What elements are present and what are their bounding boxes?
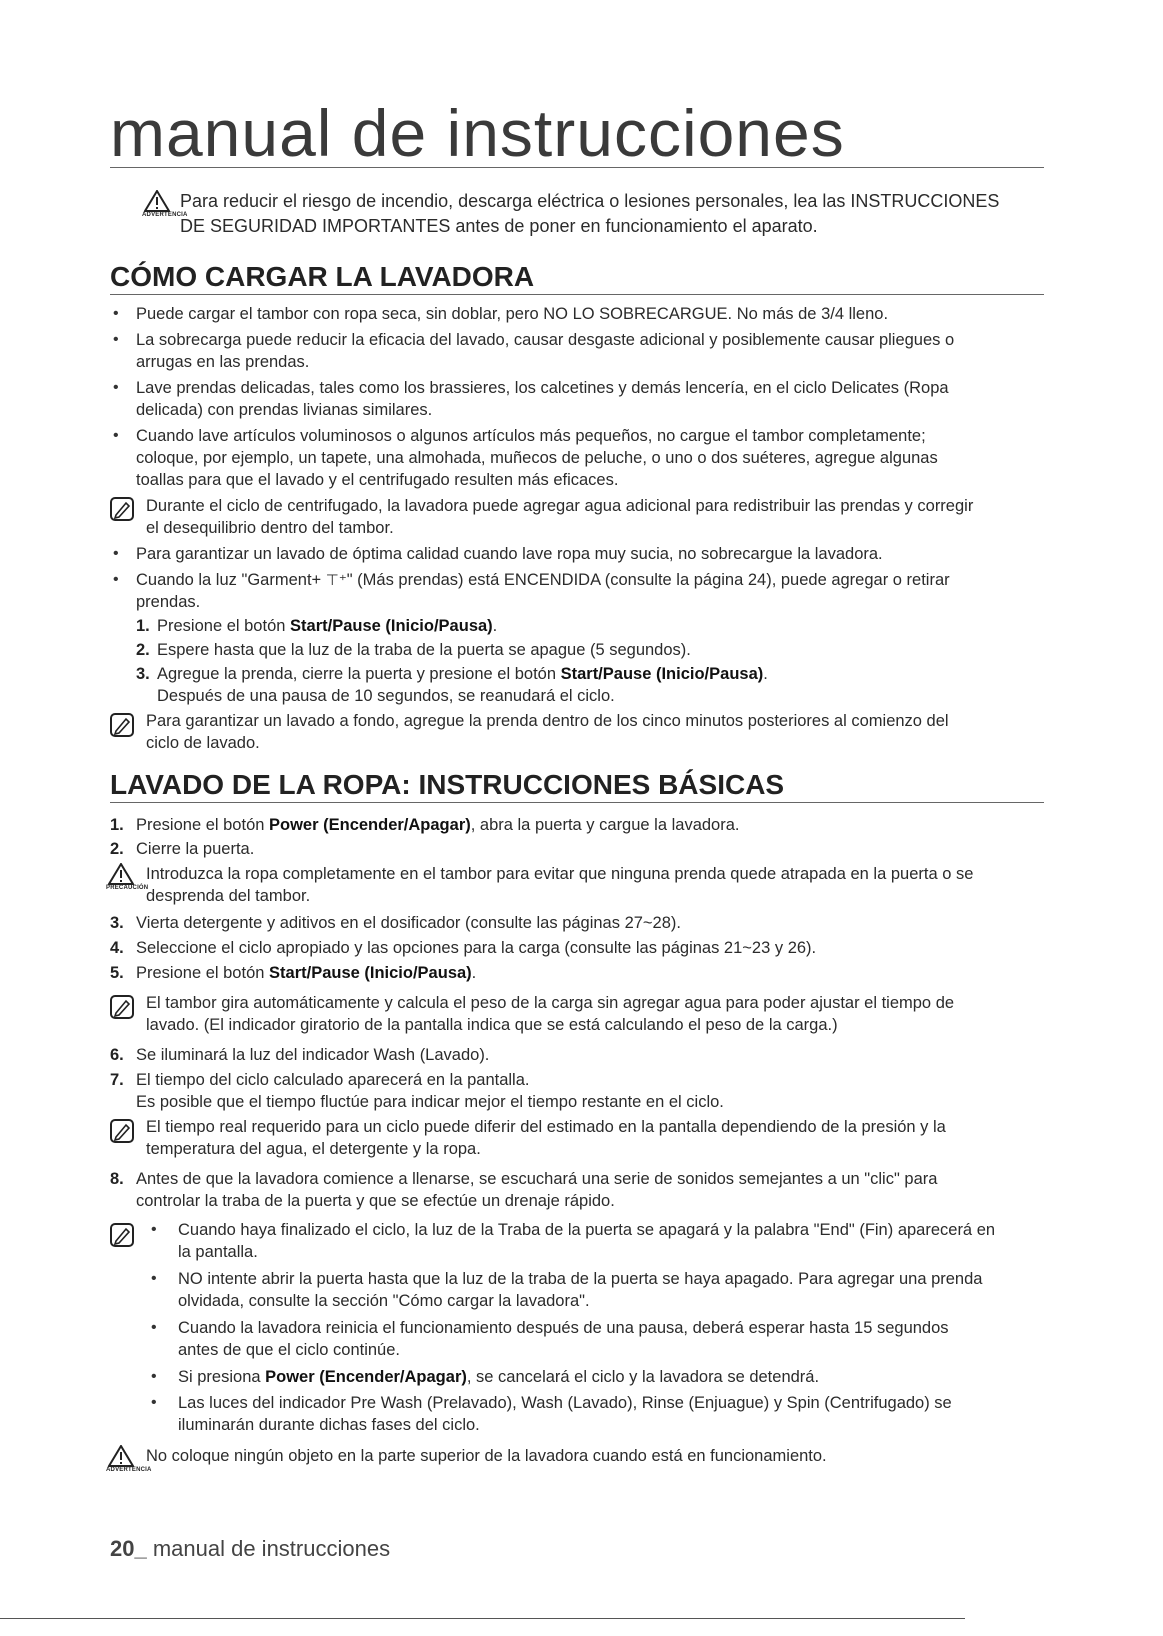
button-name: Power (Encender/Apagar) bbox=[265, 1368, 467, 1386]
note-list-item: Cuando haya finalizado el ciclo, la luz de la Traba de la puerta se apagará y la palabra "End" (Fin) aparecerá en bbox=[178, 1221, 996, 1239]
button-name: Start/Pause (Inicio/Pausa) bbox=[269, 964, 472, 982]
step-text-cont: controlar la traba de la puerta y que se efectúe un drenaje rápido. bbox=[136, 1192, 615, 1210]
note-icon bbox=[109, 712, 135, 738]
note-list-item bbox=[178, 1366, 819, 1388]
note-text: Para garantizar un lavado a fondo, agregue la prenda dentro de los cinco minutos posteriores al comienzo del bbox=[146, 712, 949, 730]
step-number: 5. bbox=[110, 964, 124, 982]
note-text-part: Si presiona bbox=[178, 1368, 266, 1386]
step-text-part: . bbox=[763, 665, 768, 683]
warning-icon bbox=[106, 1445, 152, 1474]
step-text: Antes de que la lavadora comience a llenarse, se escuchará una serie de sonidos semejantes a un "clic" para bbox=[136, 1170, 938, 1188]
step-number: 6. bbox=[110, 1046, 124, 1064]
step-number: 2. bbox=[136, 641, 150, 659]
step-number: 3. bbox=[136, 665, 150, 683]
step-text: Seleccione el ciclo apropiado y las opciones para la carga (consulte las páginas 21~23 y 26). bbox=[136, 939, 817, 957]
list-item-cont: coloque, por ejemplo, un tapete, una almohada, muñecos de peluche, o uno o dos suéteres, agregue algunas bbox=[136, 449, 938, 467]
step-number: 8. bbox=[110, 1170, 124, 1188]
bullet-dot: • bbox=[151, 1221, 157, 1238]
list-item-cont: prendas. bbox=[136, 593, 201, 611]
step-text: Espere hasta que la luz de la traba de la puerta se apague (5 segundos). bbox=[157, 641, 691, 659]
bullet-dot: • bbox=[113, 379, 119, 396]
bullet-dot: • bbox=[113, 545, 119, 562]
note-text: el desequilibrio dentro del tambor. bbox=[146, 519, 394, 537]
note-text: ciclo de lavado. bbox=[146, 734, 260, 752]
intro-warning-line2: DE SEGURIDAD IMPORTANTES antes de poner en funcionamiento el aparato. bbox=[180, 216, 818, 236]
list-item: Puede cargar el tambor con ropa seca, sin doblar, pero NO LO SOBRECARGUE. No más de 3/4 lleno. bbox=[136, 305, 889, 323]
list-item: Para garantizar un lavado de óptima calidad cuando lave ropa muy sucia, no sobrecargue la lavadora. bbox=[136, 545, 883, 563]
step-text bbox=[136, 814, 739, 836]
note-icon bbox=[109, 1118, 135, 1144]
note-list-item-cont: iluminarán durante dichas fases del ciclo. bbox=[178, 1416, 480, 1434]
step-text: Vierta detergente y aditivos en el dosificador (consulte las páginas 27~28). bbox=[136, 914, 681, 932]
caution-caption: PRECAUCIÓN bbox=[106, 885, 149, 891]
step-text-part: Agregue la prenda, cierre la puerta y presione el botón bbox=[157, 665, 561, 683]
final-warning-text: No coloque ningún objeto en la parte superior de la lavadora cuando está en funcionamiento. bbox=[146, 1447, 827, 1465]
step-text-part: , abra la puerta y cargue la lavadora. bbox=[470, 816, 740, 834]
note-list-item-cont: olvidada, consulte la sección "Cómo cargar la lavadora". bbox=[178, 1292, 590, 1310]
step-number: 3. bbox=[110, 914, 124, 932]
garment-plus-icon: ⊤⁺ bbox=[325, 572, 347, 589]
step-number: 2. bbox=[110, 840, 124, 858]
note-text: temperatura del agua, el detergente y la ropa. bbox=[146, 1140, 481, 1158]
step-text bbox=[157, 663, 768, 685]
list-item bbox=[136, 569, 950, 592]
list-item-cont: delicada) con prendas livianas similares. bbox=[136, 401, 433, 419]
step-number: 1. bbox=[110, 816, 124, 834]
list-item-part: " (Más prendas) está ENCENDIDA (consulte la página 24), puede agregar o retirar bbox=[346, 571, 950, 589]
page-footer bbox=[110, 1535, 390, 1563]
list-item: Cuando lave artículos voluminosos o algunos artículos más pequeños, no cargue el tambor completamente; bbox=[136, 427, 926, 445]
caution-icon bbox=[106, 863, 149, 892]
button-name: Start/Pause (Inicio/Pausa) bbox=[290, 617, 493, 635]
step-text bbox=[157, 615, 497, 637]
caution-text: desprenda del tambor. bbox=[146, 887, 311, 905]
note-list-item-cont: la pantalla. bbox=[178, 1243, 258, 1261]
page-number: 20_ bbox=[110, 1536, 147, 1561]
bullet-dot: • bbox=[151, 1319, 157, 1336]
bullet-dot: • bbox=[151, 1394, 157, 1411]
step-text: Se iluminará la luz del indicador Wash (Lavado). bbox=[136, 1046, 490, 1064]
note-text: lavado. (El indicador giratorio de la pantalla indica que se está calculando el peso de la carga.) bbox=[146, 1016, 838, 1034]
step-text: El tiempo del ciclo calculado aparecerá en la pantalla. bbox=[136, 1071, 530, 1089]
bullet-dot: • bbox=[113, 427, 119, 444]
step-text: Cierre la puerta. bbox=[136, 840, 255, 858]
bullet-dot: • bbox=[151, 1368, 157, 1385]
section-heading-loading: CÓMO CARGAR LA LAVADORA bbox=[110, 260, 1044, 295]
section-heading-washing: LAVADO DE LA ROPA: INSTRUCCIONES BÁSICAS bbox=[110, 768, 1044, 803]
bullet-dot: • bbox=[151, 1270, 157, 1287]
warning-caption: ADVERTENCIA bbox=[142, 212, 188, 218]
step-number: 1. bbox=[136, 617, 150, 635]
footer-label: manual de instrucciones bbox=[146, 1536, 391, 1561]
list-item-part: Cuando la luz "Garment+ bbox=[136, 571, 326, 589]
note-text: El tambor gira automáticamente y calcula el peso de la carga sin agregar agua para poder ajustar el tiempo de bbox=[146, 994, 955, 1012]
note-list-item: Las luces del indicador Pre Wash (Prelavado), Wash (Lavado), Rinse (Enjuague) y Spin (Centrifugado) se bbox=[178, 1394, 952, 1412]
step-text-part: Presione el botón bbox=[157, 617, 291, 635]
note-icon bbox=[109, 1222, 135, 1248]
step-text-cont: Es posible que el tiempo fluctúe para indicar mejor el tiempo restante en el ciclo. bbox=[136, 1093, 724, 1111]
list-item-cont: toallas para que el lavado y el centrifugado resulten más eficaces. bbox=[136, 471, 619, 489]
warning-caption: ADVERTENCIA bbox=[106, 1467, 152, 1473]
list-item-cont: arrugas en las prendas. bbox=[136, 353, 310, 371]
note-text-part: , se cancelará el ciclo y la lavadora se detendrá. bbox=[466, 1368, 820, 1386]
note-text: Durante el ciclo de centrifugado, la lavadora puede agregar agua adicional para redistribuir las prendas y corregir bbox=[146, 497, 974, 515]
note-text: El tiempo real requerido para un ciclo puede diferir del estimado en la pantalla dependiendo de la presión y la bbox=[146, 1118, 946, 1136]
bottom-divider bbox=[0, 1618, 965, 1619]
bullet-dot: • bbox=[113, 571, 119, 588]
note-list-item: NO intente abrir la puerta hasta que la luz de la traba de la puerta se haya apagado. Para agregar una prenda bbox=[178, 1270, 983, 1288]
warning-icon bbox=[142, 190, 188, 219]
step-text-part: . bbox=[471, 964, 477, 982]
button-name: Start/Pause (Inicio/Pausa) bbox=[560, 665, 764, 683]
step-number: 4. bbox=[110, 939, 124, 957]
step-text-part: . bbox=[492, 617, 498, 635]
bullet-dot: • bbox=[113, 305, 119, 322]
note-list-item: Cuando la lavadora reinicia el funcionamiento después de una pausa, deberá esperar hasta 15 segundos bbox=[178, 1319, 949, 1337]
list-item: La sobrecarga puede reducir la eficacia del lavado, causar desgaste adicional y posiblemente causar pliegues o bbox=[136, 331, 955, 349]
caution-text: Introduzca la ropa completamente en el tambor para evitar que ninguna prenda quede atrapada en la puerta o se bbox=[146, 865, 974, 883]
note-icon bbox=[109, 496, 135, 522]
button-name: Power (Encender/Apagar) bbox=[269, 816, 471, 834]
list-item: Lave prendas delicadas, tales como los brassieres, los calcetines y demás lencería, en el ciclo Delicates (Ropa bbox=[136, 379, 949, 397]
note-list-item-cont: antes de que el ciclo continúe. bbox=[178, 1341, 400, 1359]
bullet-dot: • bbox=[113, 331, 119, 348]
step-text-cont: Después de una pausa de 10 segundos, se reanudará el ciclo. bbox=[157, 687, 615, 705]
step-text-part: Presione el botón bbox=[136, 816, 270, 834]
step-number: 7. bbox=[110, 1071, 124, 1089]
note-icon bbox=[109, 994, 135, 1020]
step-text bbox=[136, 962, 476, 984]
intro-warning-line1: Para reducir el riesgo de incendio, descarga eléctrica o lesiones personales, lea las INSTRUCCIONES bbox=[180, 191, 1000, 211]
page-title: manual de instrucciones bbox=[110, 98, 1044, 168]
step-text-part: Presione el botón bbox=[136, 964, 270, 982]
